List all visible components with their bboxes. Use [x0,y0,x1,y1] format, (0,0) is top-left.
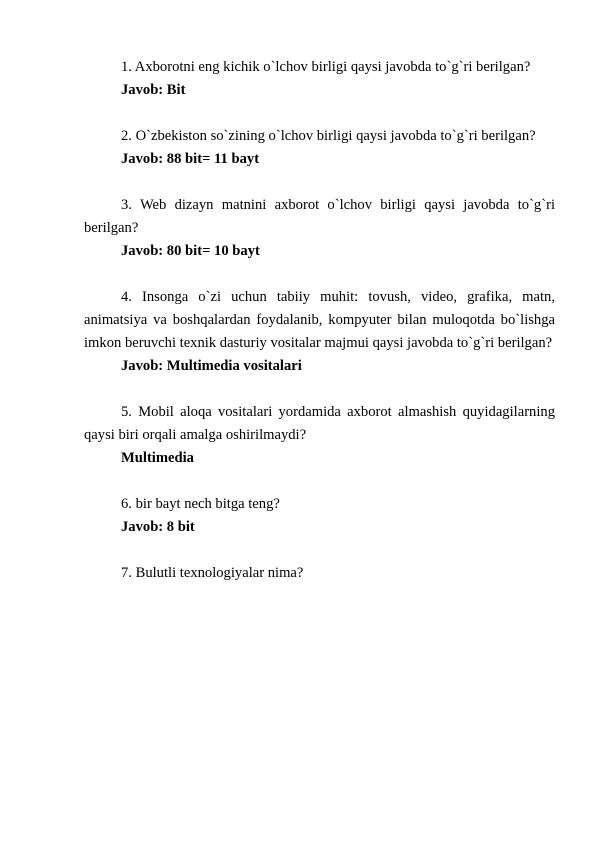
answer-text: Javob: Bit [121,82,186,98]
question-item-1 [84,56,555,102]
question-text: 7. Bulutli texnologiyalar nima? [121,565,304,581]
question-item-4 [84,286,555,378]
question-item-2 [84,125,555,171]
question-text: 4. Insonga o`zi uchun tabiiy muhit: tovush, video, grafika, matn, animatsiya va boshqalardan foydalanib, kompyuter bilan muloqotda bo`lishga imkon beruvchi texnik dasturiy vositalar majmui qaysi javobda to`g`ri berilgan? [84,289,555,351]
question-text: 1. Axborotni eng kichik o`lchov birligi qaysi javobda to`g`ri berilgan? [121,59,531,75]
question-text: 2. O`zbekiston so`zining o`lchov birligi qaysi javobda to`g`ri berilgan? [121,128,536,144]
question-item-7 [84,562,555,585]
answer-text: Javob: 88 bit= 11 bayt [121,151,260,167]
answer-text: Javob: Multimedia vositalari [121,358,302,374]
question-text: 3. Web dizayn matnini axborot o`lchov birligi qaysi javobda to`g`ri berilgan? [84,197,555,236]
answer-text: Multimedia [121,450,194,466]
question-text: 6. bir bayt nech bitga teng? [121,496,280,512]
question-item-6 [84,493,555,539]
question-item-3 [84,194,555,263]
answer-text: Javob: 8 bit [121,519,195,535]
question-item-5 [84,401,555,470]
document-page [84,56,555,608]
answer-text: Javob: 80 bit= 10 bayt [121,243,260,259]
question-text: 5. Mobil aloqa vositalari yordamida axborot almashish quyidagilarning qaysi biri orqali amalga oshirilmaydi? [84,404,555,443]
